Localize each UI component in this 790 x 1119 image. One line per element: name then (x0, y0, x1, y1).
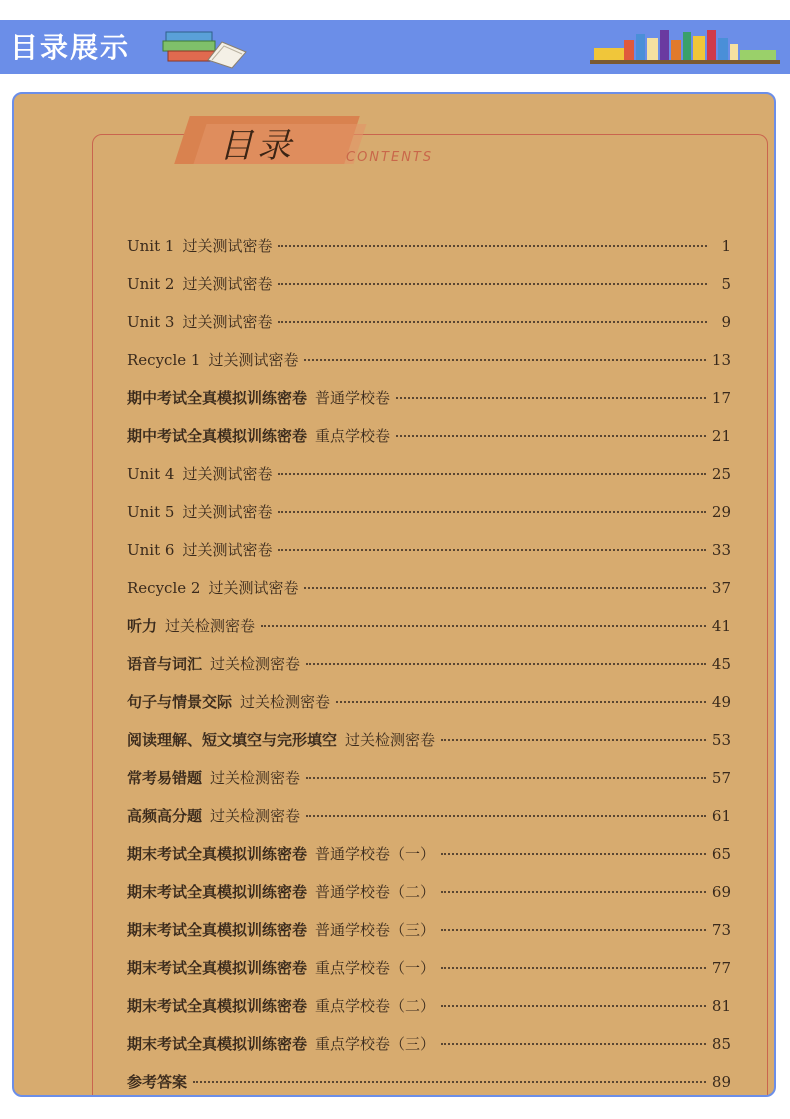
entry-title: 听力 (127, 617, 158, 635)
toc-entry[interactable] (127, 881, 731, 919)
entry-page-number: 45 (711, 655, 731, 673)
toc-entry[interactable] (127, 577, 731, 615)
dot-leader (441, 853, 706, 855)
entry-page-number: 13 (711, 351, 731, 369)
toc-entry[interactable] (127, 311, 731, 349)
dot-leader (278, 321, 707, 323)
entry-page-number: 81 (711, 997, 731, 1015)
toc-entry[interactable] (127, 957, 731, 995)
entry-page-number: 1 (721, 237, 731, 255)
entry-title: 期末考试全真模拟训练密卷 (127, 845, 308, 863)
entry-subtitle: 普通学校卷（二） (315, 883, 436, 901)
entry-title: 参考答案 (127, 1073, 188, 1091)
toc-title: 目录 (219, 126, 295, 166)
dot-leader (441, 891, 706, 893)
entry-title: 期末考试全真模拟训练密卷 (127, 1035, 308, 1053)
dot-leader (278, 473, 705, 475)
entry-page-number: 61 (711, 807, 731, 825)
entry-subtitle: 重点学校卷（一） (315, 959, 436, 977)
toc-page (12, 92, 776, 1097)
entry-page-number: 73 (711, 921, 731, 939)
entry-subtitle: 过关检测密卷 (345, 731, 436, 749)
entry-title: Recycle 1 (127, 351, 201, 369)
header-banner (0, 20, 790, 74)
entry-page-number: 65 (711, 845, 731, 863)
entry-page-number: 25 (711, 465, 731, 483)
entry-title: Unit 6 (127, 541, 175, 559)
entry-page-number: 77 (711, 959, 731, 977)
entry-subtitle: 重点学校卷（三） (315, 1035, 436, 1053)
entry-title: Unit 2 (127, 275, 175, 293)
toc-entry[interactable] (127, 501, 731, 539)
toc-entry[interactable] (127, 463, 731, 501)
toc-entry[interactable] (127, 615, 731, 653)
entry-title: 常考易错题 (127, 769, 203, 787)
entry-title: Recycle 2 (127, 579, 201, 597)
dot-leader (304, 587, 705, 589)
dot-leader (441, 1043, 706, 1045)
entry-page-number: 37 (711, 579, 731, 597)
bookshelf-icon (590, 26, 780, 66)
toc-entry[interactable] (127, 539, 731, 577)
dot-leader (306, 663, 706, 665)
entry-page-number: 41 (711, 617, 731, 635)
toc-entry[interactable] (127, 995, 731, 1033)
toc-entry[interactable] (127, 1071, 731, 1097)
toc-entry[interactable] (127, 349, 731, 387)
toc-entry[interactable] (127, 235, 731, 273)
entry-subtitle: 过关测试密卷 (182, 503, 273, 521)
entry-subtitle: 过关检测密卷 (165, 617, 256, 635)
entry-subtitle: 普通学校卷（一） (315, 845, 436, 863)
entry-subtitle: 过关检测密卷 (210, 769, 301, 787)
entry-subtitle: 过关检测密卷 (210, 655, 301, 673)
entry-title: 期中考试全真模拟训练密卷 (127, 427, 308, 445)
entry-subtitle: 过关测试密卷 (182, 275, 273, 293)
toc-entry[interactable] (127, 805, 731, 843)
dot-leader (441, 967, 706, 969)
entry-subtitle: 过关测试密卷 (208, 351, 299, 369)
entry-title: 期末考试全真模拟训练密卷 (127, 959, 308, 977)
toc-list (127, 235, 731, 1097)
toc-entry[interactable] (127, 919, 731, 957)
dot-leader (193, 1081, 706, 1083)
dot-leader (441, 739, 706, 741)
toc-entry[interactable] (127, 1033, 731, 1071)
toc-subtitle: CONTENTS (346, 150, 434, 165)
entry-title: 高频高分题 (127, 807, 203, 825)
dot-leader (278, 511, 705, 513)
banner-title: 目录展示 (10, 31, 131, 64)
dot-leader (396, 397, 706, 399)
entry-subtitle: 过关测试密卷 (182, 313, 273, 331)
entry-title: Unit 1 (127, 237, 175, 255)
dot-leader (278, 549, 705, 551)
dot-leader (306, 815, 706, 817)
entry-subtitle: 过关检测密卷 (210, 807, 301, 825)
toc-entry[interactable] (127, 691, 731, 729)
dot-leader (306, 777, 706, 779)
entry-subtitle: 重点学校卷 (315, 427, 391, 445)
toc-entry[interactable] (127, 767, 731, 805)
entry-subtitle: 过关测试密卷 (208, 579, 299, 597)
entry-title: 期末考试全真模拟训练密卷 (127, 883, 308, 901)
entry-title: 语音与词汇 (127, 655, 203, 673)
entry-page-number: 17 (711, 389, 731, 407)
entry-subtitle: 普通学校卷（三） (315, 921, 436, 939)
toc-entry[interactable] (127, 273, 731, 311)
entry-subtitle: 过关检测密卷 (240, 693, 331, 711)
entry-title: Unit 4 (127, 465, 175, 483)
entry-title: 期中考试全真模拟训练密卷 (127, 389, 308, 407)
entry-subtitle: 过关测试密卷 (182, 541, 273, 559)
entry-title: 阅读理解、短文填空与完形填空 (127, 731, 338, 749)
entry-page-number: 53 (711, 731, 731, 749)
entry-page-number: 57 (711, 769, 731, 787)
entry-page-number: 89 (711, 1073, 731, 1091)
dot-leader (304, 359, 705, 361)
dot-leader (278, 283, 707, 285)
entry-page-number: 29 (711, 503, 731, 521)
books-stack-icon (160, 24, 252, 70)
dot-leader (261, 625, 706, 627)
entry-title: Unit 5 (127, 503, 175, 521)
dot-leader (441, 1005, 706, 1007)
toc-entry[interactable] (127, 425, 731, 463)
entry-page-number: 5 (721, 275, 731, 293)
dot-leader (336, 701, 706, 703)
entry-page-number: 85 (711, 1035, 731, 1053)
dot-leader (441, 929, 706, 931)
entry-subtitle: 过关测试密卷 (182, 465, 273, 483)
entry-title: 期末考试全真模拟训练密卷 (127, 997, 308, 1015)
entry-title: 句子与情景交际 (127, 693, 233, 711)
entry-subtitle: 过关测试密卷 (182, 237, 273, 255)
entry-title: 期末考试全真模拟训练密卷 (127, 921, 308, 939)
toc-entry[interactable] (127, 843, 731, 881)
entry-page-number: 33 (711, 541, 731, 559)
entry-subtitle: 普通学校卷 (315, 389, 391, 407)
toc-entry[interactable] (127, 653, 731, 691)
dot-leader (278, 245, 707, 247)
entry-page-number: 21 (711, 427, 731, 445)
toc-entry[interactable] (127, 729, 731, 767)
toc-entry[interactable] (127, 387, 731, 425)
dot-leader (396, 435, 706, 437)
entry-page-number: 69 (711, 883, 731, 901)
entry-subtitle: 重点学校卷（二） (315, 997, 436, 1015)
entry-page-number: 9 (721, 313, 731, 331)
entry-title: Unit 3 (127, 313, 175, 331)
entry-page-number: 49 (711, 693, 731, 711)
